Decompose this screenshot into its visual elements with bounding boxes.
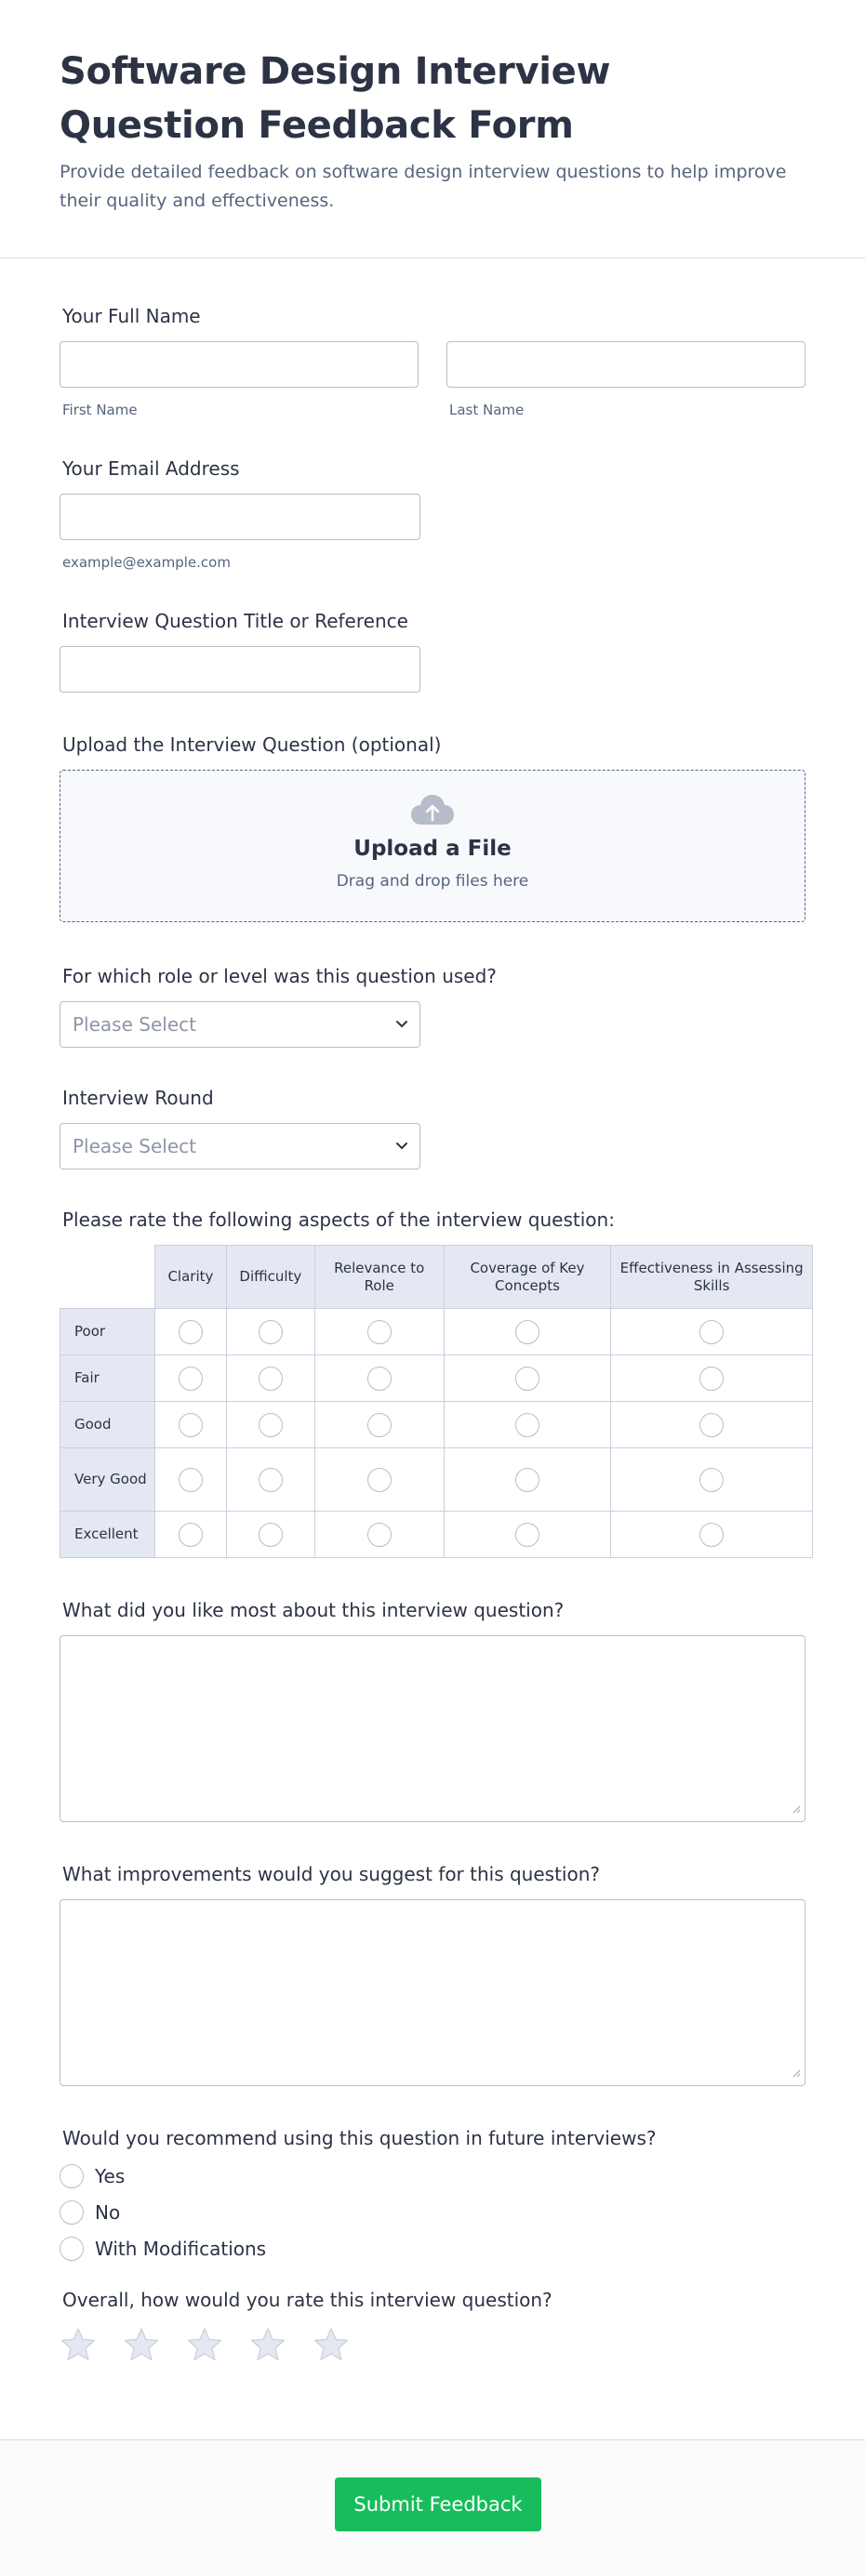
matrix-radio[interactable] [179,1320,203,1344]
matrix-radio[interactable] [259,1523,283,1547]
star-icon[interactable] [123,2326,160,2367]
role-label: For which role or level was this question used? [62,965,497,987]
question-title-input[interactable] [60,646,420,693]
matrix-radio[interactable] [259,1320,283,1344]
matrix-radio[interactable] [259,1468,283,1492]
matrix-radio[interactable] [259,1367,283,1391]
matrix-row-label: Good [60,1402,155,1448]
chevron-down-icon [395,1139,408,1156]
matrix-radio[interactable] [179,1523,203,1547]
matrix-row-label: Poor [60,1309,155,1355]
full-name-question [60,305,805,418]
file-upload-dropzone[interactable] [60,770,805,922]
rating-matrix [60,1245,813,1558]
matrix-col-header: Effectiveness in Assessing Skills [611,1246,813,1309]
matrix-radio[interactable] [179,1468,203,1492]
matrix-radio[interactable] [367,1413,392,1437]
question-title-question [60,610,805,693]
full-name-label: Your Full Name [62,305,201,327]
matrix-radio[interactable] [367,1523,392,1547]
matrix-row [60,1402,813,1448]
overall-rating-question [60,2289,805,2367]
email-sublabel: example@example.com [62,554,231,571]
email-input[interactable] [60,494,420,540]
upload-question [60,733,805,922]
role-select[interactable] [60,1001,420,1048]
matrix-col-header: Relevance to Role [314,1246,444,1309]
chevron-down-icon [395,1017,408,1035]
first-name-input[interactable] [60,341,419,388]
matrix-radio[interactable] [179,1367,203,1391]
last-name-input[interactable] [446,341,805,388]
star-icon[interactable] [60,2326,97,2367]
matrix-radio[interactable] [699,1523,724,1547]
matrix-corner [60,1246,155,1309]
upload-title: Upload a File [353,837,512,861]
upload-label: Upload the Interview Question (optional) [62,733,442,756]
email-question [60,457,805,571]
recommend-question [60,2127,805,2261]
matrix-row [60,1512,813,1558]
form-footer [0,2439,865,2576]
option-label: No [95,2201,121,2224]
radio-button[interactable] [60,2237,84,2261]
resize-grip-icon[interactable] [792,2064,801,2081]
last-name-sublabel: Last Name [449,402,525,418]
matrix-radio[interactable] [259,1413,283,1437]
improvements-textarea[interactable] [60,1899,805,2086]
rating-matrix-question [60,1209,805,1558]
upload-subtitle: Drag and drop files here [336,872,529,891]
star-rating [60,2326,805,2367]
matrix-row-label: Very Good [60,1448,155,1512]
matrix-radio[interactable] [515,1367,539,1391]
matrix-radio[interactable] [367,1367,392,1391]
matrix-radio[interactable] [515,1523,539,1547]
recommend-option-with-modifications[interactable] [60,2237,805,2261]
role-select-placeholder: Please Select [73,1013,196,1036]
matrix-row-label: Fair [60,1355,155,1402]
matrix-row [60,1355,813,1402]
overall-rating-label: Overall, how would you rate this interview question? [62,2289,552,2311]
resize-grip-icon[interactable] [792,1800,801,1817]
liked-question [60,1599,805,1822]
page-description: Provide detailed feedback on software design interview questions to help improve their quality and effectiveness. [60,162,787,211]
matrix-radio[interactable] [699,1468,724,1492]
submit-button[interactable]: Submit Feedback [335,2477,541,2531]
matrix-col-header: Clarity [154,1246,226,1309]
radio-button[interactable] [60,2200,84,2225]
round-question [60,1087,805,1169]
recommend-option-no[interactable] [60,2200,805,2225]
form-header [0,0,865,258]
matrix-row [60,1448,813,1512]
form-body [0,305,865,2367]
page-title: Software Design Interview Question Feedback Form [60,50,611,147]
option-label: Yes [95,2165,126,2187]
matrix-radio[interactable] [179,1413,203,1437]
email-label: Your Email Address [62,457,240,480]
star-icon[interactable] [186,2326,223,2367]
matrix-radio[interactable] [367,1468,392,1492]
recommend-option-yes[interactable] [60,2164,805,2188]
matrix-radio[interactable] [699,1413,724,1437]
matrix-col-header: Coverage of Key Concepts [444,1246,611,1309]
cloud-upload-icon [60,794,805,829]
option-label: With Modifications [95,2238,267,2260]
star-icon[interactable] [249,2326,286,2367]
matrix-radio[interactable] [515,1413,539,1437]
question-title-label: Interview Question Title or Reference [62,610,408,632]
liked-label: What did you like most about this interview question? [62,1599,565,1621]
liked-textarea[interactable] [60,1635,805,1822]
matrix-radio[interactable] [515,1320,539,1344]
matrix-radio[interactable] [699,1367,724,1391]
matrix-radio[interactable] [699,1320,724,1344]
first-name-sublabel: First Name [62,402,138,418]
round-label: Interview Round [62,1087,214,1109]
recommend-label: Would you recommend using this question in future interviews? [62,2127,657,2149]
matrix-row [60,1309,813,1355]
radio-button[interactable] [60,2164,84,2188]
improvements-label: What improvements would you suggest for this question? [62,1863,601,1885]
round-select-placeholder: Please Select [73,1135,196,1157]
matrix-row-label: Excellent [60,1512,155,1558]
matrix-col-header: Difficulty [226,1246,314,1309]
round-select[interactable] [60,1123,420,1169]
role-question [60,965,805,1048]
improvements-question [60,1863,805,2086]
matrix-radio[interactable] [515,1468,539,1492]
matrix-radio[interactable] [367,1320,392,1344]
star-icon[interactable] [313,2326,350,2367]
rating-matrix-label: Please rate the following aspects of the interview question: [62,1209,615,1231]
